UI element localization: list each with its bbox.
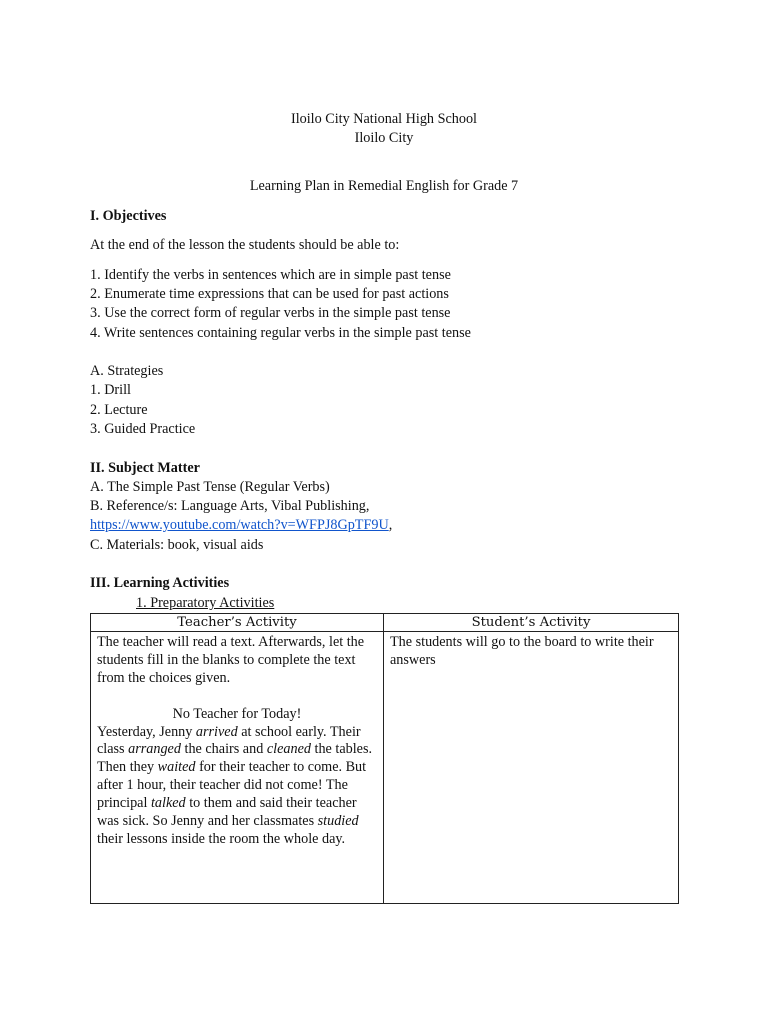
story-verb: studied xyxy=(317,813,359,830)
learning-activities-heading: III. Learning Activities xyxy=(90,575,230,591)
reference-link-suffix: , xyxy=(388,517,393,533)
teacher-instructions: The teacher will read a text. Afterwards, let the students fill in the blanks to complete the text from the choices given. xyxy=(97,634,365,686)
reference-link-line xyxy=(90,516,392,535)
story-segment: for their teacher to come. But after 1 hour, their teacher did not come! The principal xyxy=(97,759,367,812)
story-verb: arranged xyxy=(128,741,181,758)
story-segment: Yesterday, Jenny xyxy=(97,723,196,740)
objective-item: 2. Enumerate time expressions that can be used for past actions xyxy=(90,286,449,302)
activity-table xyxy=(90,613,679,904)
school-city: Iloilo City xyxy=(354,130,414,146)
student-activity-header: Student’s Activity xyxy=(384,614,679,632)
teacher-activity-cell xyxy=(91,632,384,904)
table-header-row xyxy=(91,614,679,632)
story-verb: talked xyxy=(150,795,186,812)
preparatory-activities-subheading: 1. Preparatory Activities xyxy=(136,595,275,611)
story-verb: waited xyxy=(157,759,196,776)
objective-item: 1. Identify the verbs in sentences which are in simple past tense xyxy=(90,267,451,283)
strategies-heading: A. Strategies xyxy=(90,363,164,379)
subject-topic: A. The Simple Past Tense (Regular Verbs) xyxy=(90,479,330,495)
story-title: No Teacher for Today! xyxy=(172,705,302,722)
story-segment: the tables. Then they xyxy=(97,741,373,776)
strategy-item: 2. Lecture xyxy=(90,402,148,418)
student-activity-cell xyxy=(384,632,679,904)
reference-link[interactable]: https://www.youtube.com/watch?v=WFPJ8GpTF9U xyxy=(90,517,389,533)
subject-materials: C. Materials: book, visual aids xyxy=(90,537,264,553)
subject-reference: B. Reference/s: Language Arts, Vibal Publishing, xyxy=(90,498,370,514)
student-activity-text: The students will go to the board to write their answers xyxy=(390,634,654,668)
school-name: Iloilo City National High School xyxy=(290,111,477,127)
story-segment: to them and said their teacher was sick. So Jenny and her classmates xyxy=(97,795,357,830)
plan-title: Learning Plan in Remedial English for Grade 7 xyxy=(249,178,519,194)
story-segment: at school early. Their class xyxy=(97,723,361,758)
objective-item: 4. Write sentences containing regular verbs in the simple past tense xyxy=(90,325,471,341)
table-row xyxy=(91,632,679,904)
story-segment: their lessons inside the room the whole day. xyxy=(97,830,346,847)
objective-item: 3. Use the correct form of regular verbs in the simple past tense xyxy=(90,305,451,321)
teacher-activity-header: Teacher’s Activity xyxy=(91,614,384,632)
strategy-item: 3. Guided Practice xyxy=(90,421,196,437)
story-text xyxy=(97,724,377,849)
objectives-intro: At the end of the lesson the students should be able to: xyxy=(90,237,400,253)
story-verb: arrived xyxy=(195,723,238,740)
strategy-item: 1. Drill xyxy=(90,382,131,398)
story-segment: the chairs and xyxy=(180,741,267,758)
subject-matter-heading: II. Subject Matter xyxy=(90,460,200,476)
objectives-heading: I. Objectives xyxy=(90,208,167,224)
story-verb: cleaned xyxy=(266,741,311,758)
